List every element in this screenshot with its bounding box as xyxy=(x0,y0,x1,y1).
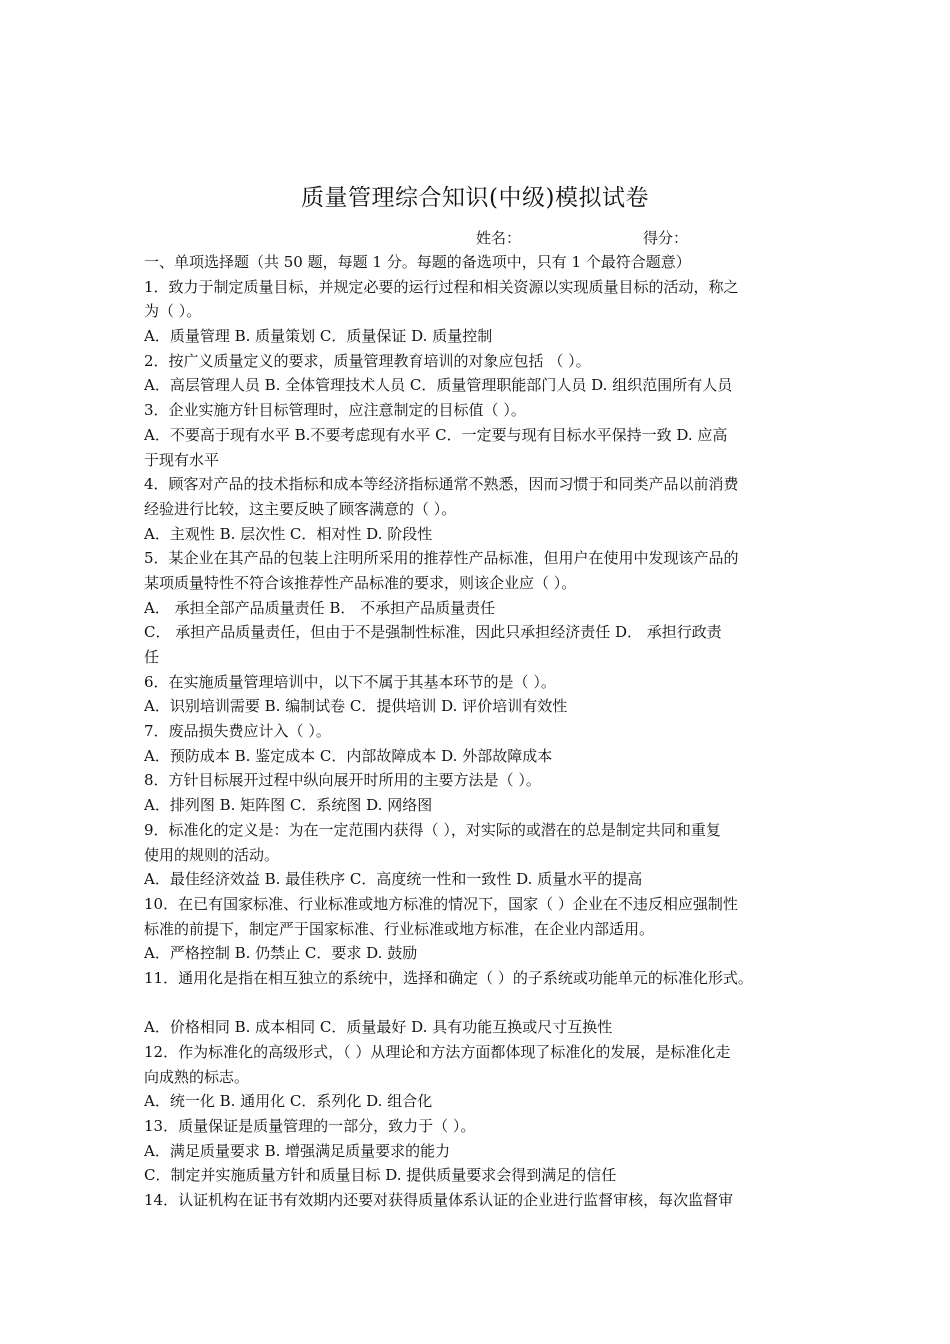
text-line: 任 xyxy=(144,648,160,666)
text-line: A．质量管理 B. 质量策划 C．质量保证 D. 质量控制 xyxy=(144,327,493,346)
text-line: A．不要高于现有水平 B.不要考虑现有水平 C．一定要与现有目标水平保持一致 D. 应高 xyxy=(144,425,728,444)
text-line: 14．认证机构在证书有效期内还要对获得质量体系认证的企业进行监督审核，每次监督审 xyxy=(144,1191,734,1210)
text-line: 1．致力于制定质量目标，并规定必要的运行过程和相关资源以实现质量目标的活动，称之 xyxy=(144,277,739,296)
text-line: C． 承担产品质量责任，但由于不是强制性标准，因此只承担经济责任 D． 承担行政责 xyxy=(144,623,722,642)
text-line: 6．在实施质量管理培训中，以下不属于其基本环节的是（ ）。 xyxy=(144,672,556,691)
text-line: A．预防成本 B. 鉴定成本 C．内部故障成本 D. 外部故障成本 xyxy=(144,746,553,765)
exam-body xyxy=(144,250,820,1213)
text-line: 10．在已有国家标准、行业标准或地方标准的情况下，国家（ ）企业在不违反相应强制性 xyxy=(144,894,738,913)
score-label: 得分： xyxy=(643,229,689,247)
exam-title: 质量管理综合知识(中级)模拟试卷 xyxy=(301,185,649,211)
text-line: A． 承担全部产品质量责任 B． 不承担产品质量责任 xyxy=(144,598,496,617)
text-line: 9．标准化的定义是：为在一定范围内获得（ ），对实际的或潜在的总是制定共同和重复 xyxy=(144,820,721,839)
text-line: A．高层管理人员 B. 全体管理技术人员 C．质量管理职能部门人员 D. 组织范围所有人员 xyxy=(144,376,733,395)
text-line: 经验进行比较，这主要反映了顾客满意的（ ）。 xyxy=(144,499,457,518)
name-label: 姓名： xyxy=(476,229,522,247)
text-line: A．满足质量要求 B. 增强满足质量要求的能力 xyxy=(144,1141,451,1160)
text-line: A．统一化 B. 通用化 C．系列化 D. 组合化 xyxy=(144,1092,433,1111)
text-line: 标准的前提下，制定严于国家标准、行业标准或地方标准，在企业内部适用。 xyxy=(144,919,655,938)
text-line xyxy=(144,991,820,1016)
text-line: 于现有水平 xyxy=(144,450,220,469)
text-line: A．主观性 B. 层次性 C．相对性 D. 阶段性 xyxy=(144,524,433,543)
text-line: C．制定并实施质量方针和质量目标 D. 提供质量要求会得到满足的信任 xyxy=(144,1166,617,1185)
text-line: 13．质量保证是质量管理的一部分，致力于（ ）。 xyxy=(144,1117,476,1136)
text-line: A．价格相同 B. 成本相同 C．质量最好 D. 具有功能互换或尺寸互换性 xyxy=(144,1018,613,1037)
text-line: 7．废品损失费应计入（ ）。 xyxy=(144,722,331,741)
text-line: 使用的规则的活动。 xyxy=(144,845,280,864)
text-line: 某项质量特性不符合该推荐性产品标准的要求，则该企业应（ ）。 xyxy=(144,573,577,592)
text-line: A．排列图 B. 矩阵图 C．系统图 D. 网络图 xyxy=(144,796,433,815)
text-line: A．严格控制 B. 仍禁止 C．要求 D. 鼓励 xyxy=(144,944,418,963)
text-line: 3．企业实施方针目标管理时，应注意制定的目标值（ ）。 xyxy=(144,401,526,420)
text-line: A．识别培训需要 B. 编制试卷 C．提供培训 D. 评价培训有效性 xyxy=(144,697,568,716)
text-line: 11．通用化是指在相互独立的系统中，选择和确定（ ）的子系统或功能单元的标准化形式。 xyxy=(144,968,753,987)
text-line: 5．某企业在其产品的包装上注明所采用的推荐性产品标准，但用户在使用中发现该产品的 xyxy=(144,549,739,568)
text-line: 向成熟的标志。 xyxy=(144,1067,250,1086)
text-line: 一、单项选择题（共 50 题，每题 1 分。每题的备选项中，只有 1 个最符合题意） xyxy=(144,253,691,271)
text-line: 为（ ）。 xyxy=(144,302,202,321)
text-line: A．最佳经济效益 B. 最佳秩序 C．高度统一性和一致性 D. 质量水平的提高 xyxy=(144,870,643,889)
text-line: 12．作为标准化的高级形式，（ ）从理论和方法方面都体现了标准化的发展，是标准化走 xyxy=(144,1043,731,1061)
text-line: 4．顾客对产品的技术指标和成本等经济指标通常不熟悉，因而习惯于和同类产品以前消费 xyxy=(144,475,739,494)
text-line: 2．按广义质量定义的要求，质量管理教育培训的对象应包括 （ ）。 xyxy=(144,351,591,370)
text-line: 8．方针目标展开过程中纵向展开时所用的主要方法是（ ）。 xyxy=(144,771,541,790)
